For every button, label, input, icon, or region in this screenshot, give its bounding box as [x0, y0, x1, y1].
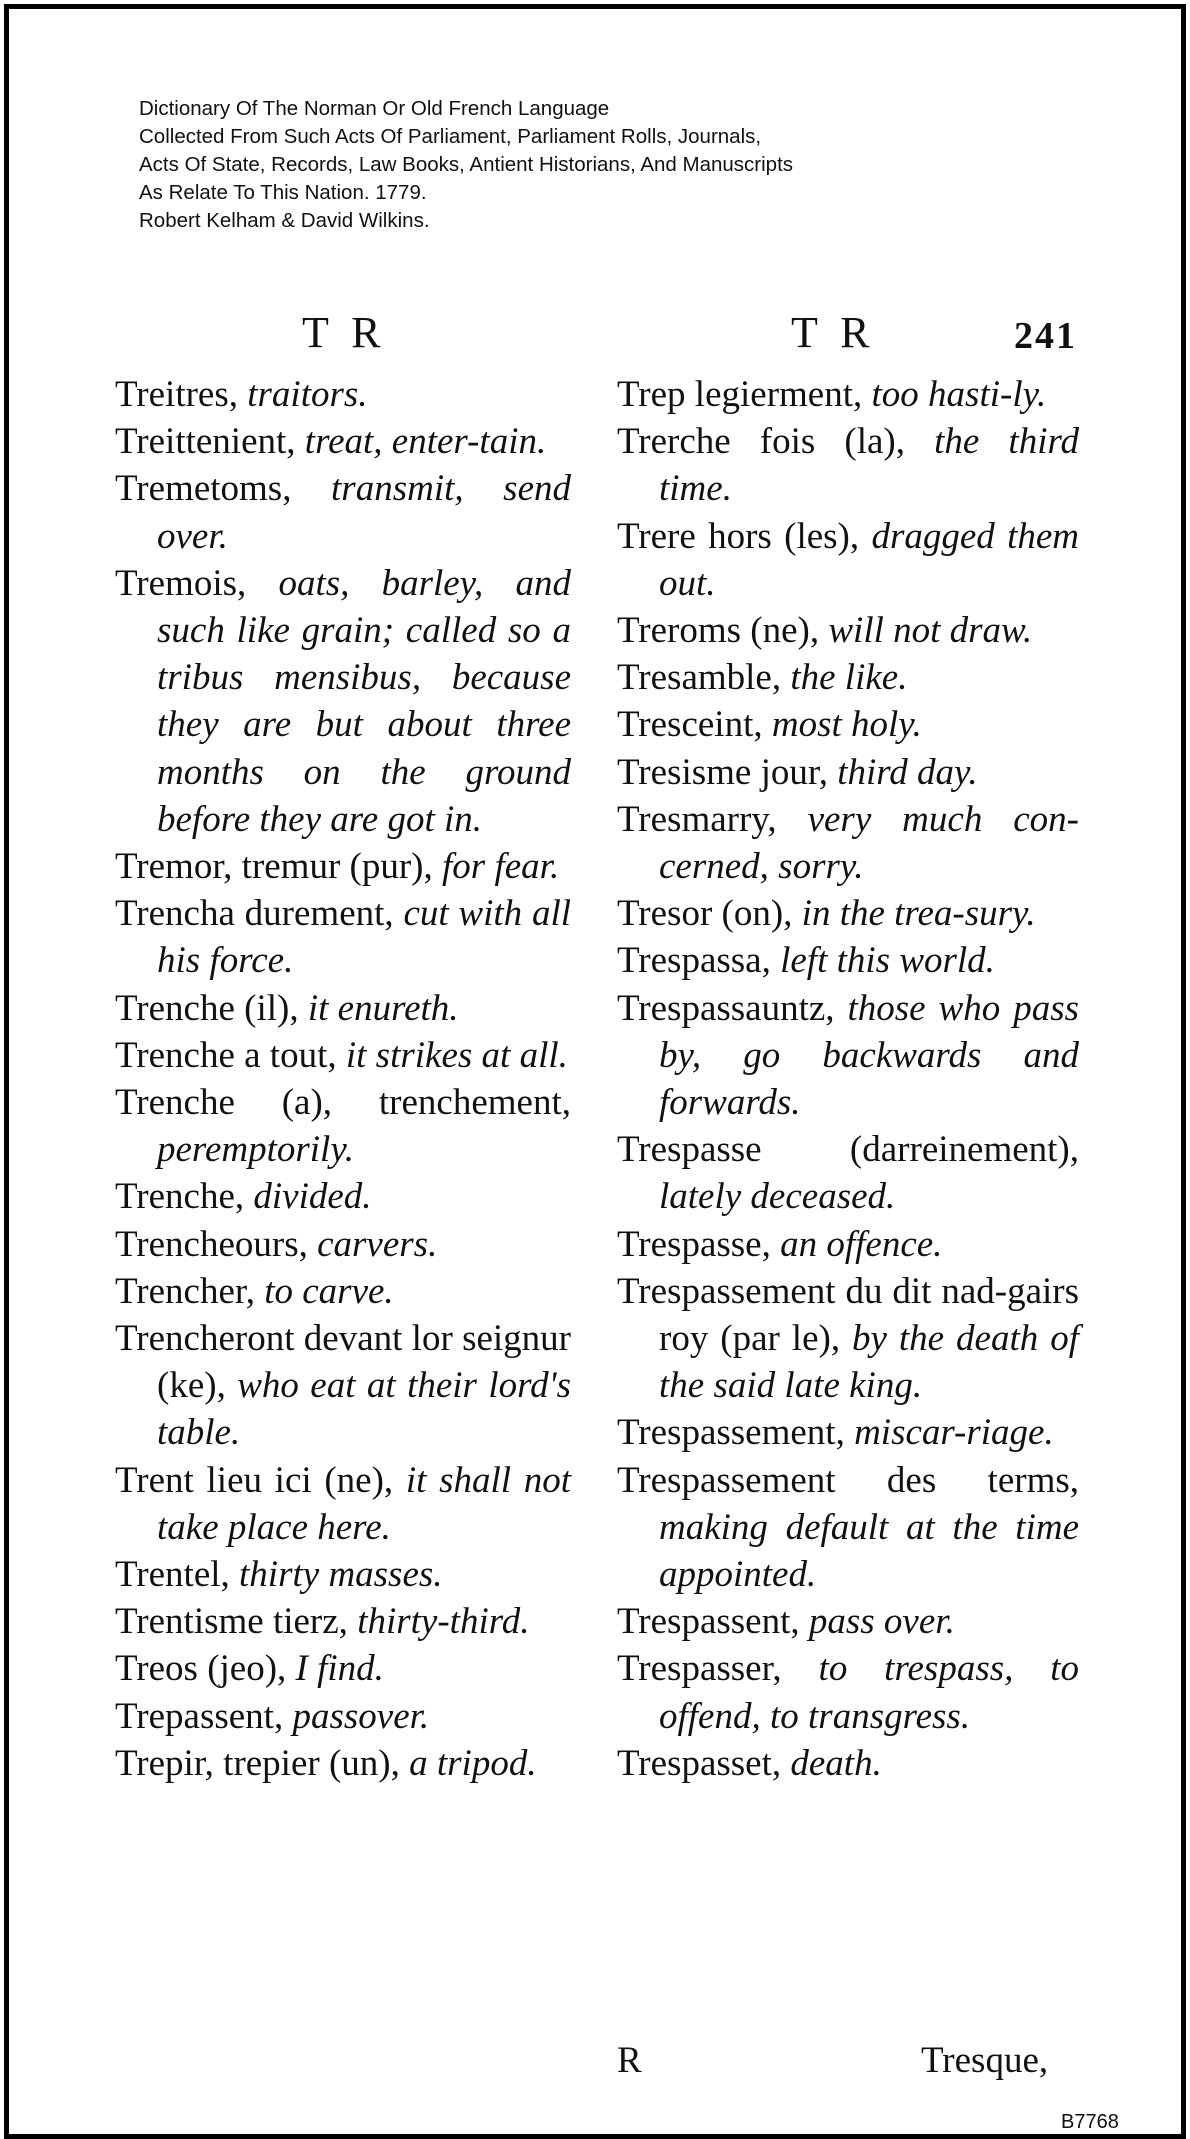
dictionary-entry: [115, 418, 571, 465]
caption-line: Collected From Such Acts Of Parliament, Parliament Rolls, Journals,: [139, 125, 762, 148]
entry-headword: Tresceint,: [617, 704, 772, 746]
entry-gloss: peremptorily.: [157, 1129, 354, 1171]
dictionary-entry: [617, 418, 1079, 512]
caption-line: Robert Kelham & David Wilkins.: [139, 209, 430, 232]
entry-gloss: thirty-third.: [357, 1601, 530, 1643]
caption-block: [139, 95, 1039, 235]
entry-headword: Treroms (ne),: [617, 610, 829, 652]
entry-headword: Tresor (on),: [617, 893, 802, 935]
entry-gloss: by the death of the said late king.: [659, 1318, 1079, 1407]
entry-gloss: pass over.: [808, 1601, 955, 1643]
entry-headword: Treos (jeo),: [115, 1648, 296, 1690]
entry-gloss: traitors.: [247, 374, 368, 415]
dictionary-entry: [115, 371, 571, 418]
dictionary-entry: [115, 1221, 571, 1268]
entry-gloss: a tripod.: [409, 1742, 537, 1784]
entry-gloss: thirty masses.: [239, 1554, 443, 1596]
dictionary-entry: [617, 1457, 1079, 1599]
dictionary-entry: [617, 749, 1079, 796]
entry-gloss: too hasti-ly.: [871, 374, 1047, 415]
entry-headword: Tresisme jour,: [617, 751, 838, 793]
entry-headword: Trespasse (darreinement),: [617, 1129, 1079, 1171]
entry-headword: Trerche fois (la),: [617, 421, 935, 463]
dictionary-entry: [115, 1457, 571, 1551]
dictionary-entry: [115, 985, 571, 1032]
dictionary-entry: [617, 654, 1079, 701]
entry-gloss: making default at the time appointed.: [659, 1506, 1079, 1596]
entry-headword: Trepir, trepier (un),: [115, 1742, 410, 1784]
left-running-head: T R: [302, 308, 387, 357]
entry-gloss: dragged them out.: [659, 515, 1079, 604]
dictionary-entry: [617, 1409, 1079, 1456]
dictionary-entry: [115, 1079, 571, 1173]
entry-gloss: divided.: [253, 1176, 372, 1218]
entry-headword: Trespassement du dit nad-gairs roy (par le),: [617, 1270, 1079, 1360]
dictionary-entry: [617, 1268, 1079, 1410]
dictionary-entry: [115, 1551, 571, 1598]
entry-headword: Trespassement,: [617, 1412, 855, 1454]
entry-gloss: passover.: [292, 1695, 430, 1737]
dictionary-entry: [115, 1032, 571, 1079]
entry-headword: Trentel,: [115, 1554, 240, 1596]
entry-headword: Trentisme tierz,: [115, 1601, 358, 1643]
entry-gloss: left this world.: [780, 940, 995, 982]
dictionary-entry: [617, 1645, 1079, 1739]
entry-headword: Trere hors (les),: [617, 515, 872, 557]
entry-gloss: death.: [790, 1742, 882, 1784]
entry-gloss: third day.: [837, 751, 978, 793]
left-column: [115, 371, 571, 1787]
entry-gloss: an offence.: [780, 1223, 943, 1265]
entry-gloss: miscar-riage.: [854, 1412, 1054, 1454]
entry-gloss: transmit, send over.: [157, 468, 571, 557]
entry-headword: Trenche (a), trenchement,: [115, 1082, 571, 1124]
dictionary-entry: [617, 1126, 1079, 1220]
entry-headword: Trespasset,: [617, 1742, 791, 1784]
dictionary-entry: [115, 1645, 571, 1692]
entry-headword: Trencha durement,: [115, 893, 404, 935]
catchword: Tresque,: [921, 2040, 1049, 2081]
entry-headword: Tremor, tremur (pur),: [115, 846, 443, 888]
dictionary-entry: [617, 1221, 1079, 1268]
entry-headword: Trespassement des terms,: [617, 1459, 1079, 1501]
dictionary-entry: [115, 1173, 571, 1220]
caption-line: Acts Of State, Records, Law Books, Antient Historians, And Manuscripts: [139, 153, 794, 176]
page-number: 241: [1014, 315, 1077, 357]
dictionary-entry: [115, 1268, 571, 1315]
entry-gloss: I find.: [295, 1648, 384, 1690]
dictionary-entry: [617, 607, 1079, 654]
entry-headword: Trespasse,: [617, 1223, 781, 1265]
entry-gloss: oats, barley, and such like grain; called so a tribus mensibus, because they are but about three months on the ground before they are got in.: [157, 562, 571, 840]
entry-headword: Tresamble,: [617, 657, 791, 699]
entry-gloss: those who pass by, go backwards and forwards.: [659, 987, 1079, 1124]
dictionary-entry: [617, 513, 1079, 607]
entry-headword: Trencheours,: [115, 1223, 318, 1265]
entry-headword: Tremois,: [115, 562, 279, 604]
entry-headword: Trenche (il),: [115, 987, 308, 1029]
dictionary-entry: [115, 1693, 571, 1740]
entry-headword: Treittenient,: [115, 421, 305, 463]
right-column: [617, 371, 1079, 1787]
right-running-head: T R: [791, 308, 876, 357]
dictionary-entry: [115, 1740, 571, 1787]
entry-headword: Treitres,: [115, 374, 248, 415]
dictionary-entry: [115, 465, 571, 559]
dictionary-entry: [115, 1598, 571, 1645]
entry-headword: Trep legierment,: [617, 374, 872, 415]
entry-headword: Tresmarry,: [617, 798, 808, 840]
entry-gloss: it enureth.: [307, 987, 459, 1029]
dictionary-entry: [617, 796, 1079, 890]
page-frame: [4, 4, 1186, 2139]
caption-line: As Relate To This Nation. 1779.: [139, 181, 427, 204]
entry-gloss: who eat at their lord's table.: [157, 1365, 571, 1454]
entry-gloss: to carve.: [264, 1270, 394, 1312]
entry-headword: Tremetoms,: [115, 468, 332, 510]
entry-headword: Trespassent,: [617, 1601, 809, 1643]
dictionary-entry: [115, 890, 571, 984]
dictionary-entry: [617, 985, 1079, 1127]
entry-headword: Trespassa,: [617, 940, 781, 982]
entry-gloss: cut with all his force.: [157, 893, 571, 982]
caption-line: Dictionary Of The Norman Or Old French Language: [139, 97, 610, 120]
dictionary-entry: [617, 937, 1079, 984]
entry-headword: Trespasser,: [617, 1648, 819, 1690]
entry-gloss: it strikes at all.: [345, 1034, 568, 1076]
entry-gloss: the third time.: [659, 421, 1079, 510]
entry-gloss: in the trea-sury.: [801, 893, 1036, 935]
entry-gloss: will not draw.: [828, 610, 1033, 652]
dictionary-entry: [617, 1598, 1079, 1645]
entry-gloss: for fear.: [442, 846, 560, 888]
entry-headword: Trepassent,: [115, 1695, 293, 1737]
entry-gloss: carvers.: [317, 1223, 438, 1265]
entry-headword: Trencher,: [115, 1270, 265, 1312]
dictionary-entry: [617, 1740, 1079, 1787]
entry-gloss: lately deceased.: [659, 1176, 896, 1218]
dictionary-entry: [617, 701, 1079, 748]
entry-headword: Trenche a tout,: [115, 1034, 346, 1076]
entry-gloss: treat, enter-tain.: [304, 421, 547, 463]
entry-gloss: most holy.: [771, 704, 922, 746]
entry-headword: Trenche,: [115, 1176, 254, 1218]
dictionary-entry: [617, 371, 1079, 418]
entry-gloss: very much con-cerned, sorry.: [659, 798, 1079, 888]
entry-gloss: the like.: [790, 657, 908, 699]
dictionary-entry: [115, 560, 571, 843]
entry-headword: Trencheront devant lor seignur (ke),: [115, 1318, 571, 1407]
dictionary-entry: [115, 1315, 571, 1457]
dictionary-entry: [617, 890, 1079, 937]
entry-headword: Trent lieu ici (ne),: [115, 1459, 406, 1501]
image-code: B7768: [1061, 2111, 1119, 2133]
entry-headword: Trespassauntz,: [617, 987, 848, 1029]
entry-gloss: it shall not take place here.: [157, 1459, 571, 1548]
entry-gloss: to trespass, to offend, to transgress.: [659, 1648, 1079, 1737]
signature-mark: R: [617, 2040, 642, 2081]
dictionary-entry: [115, 843, 571, 890]
